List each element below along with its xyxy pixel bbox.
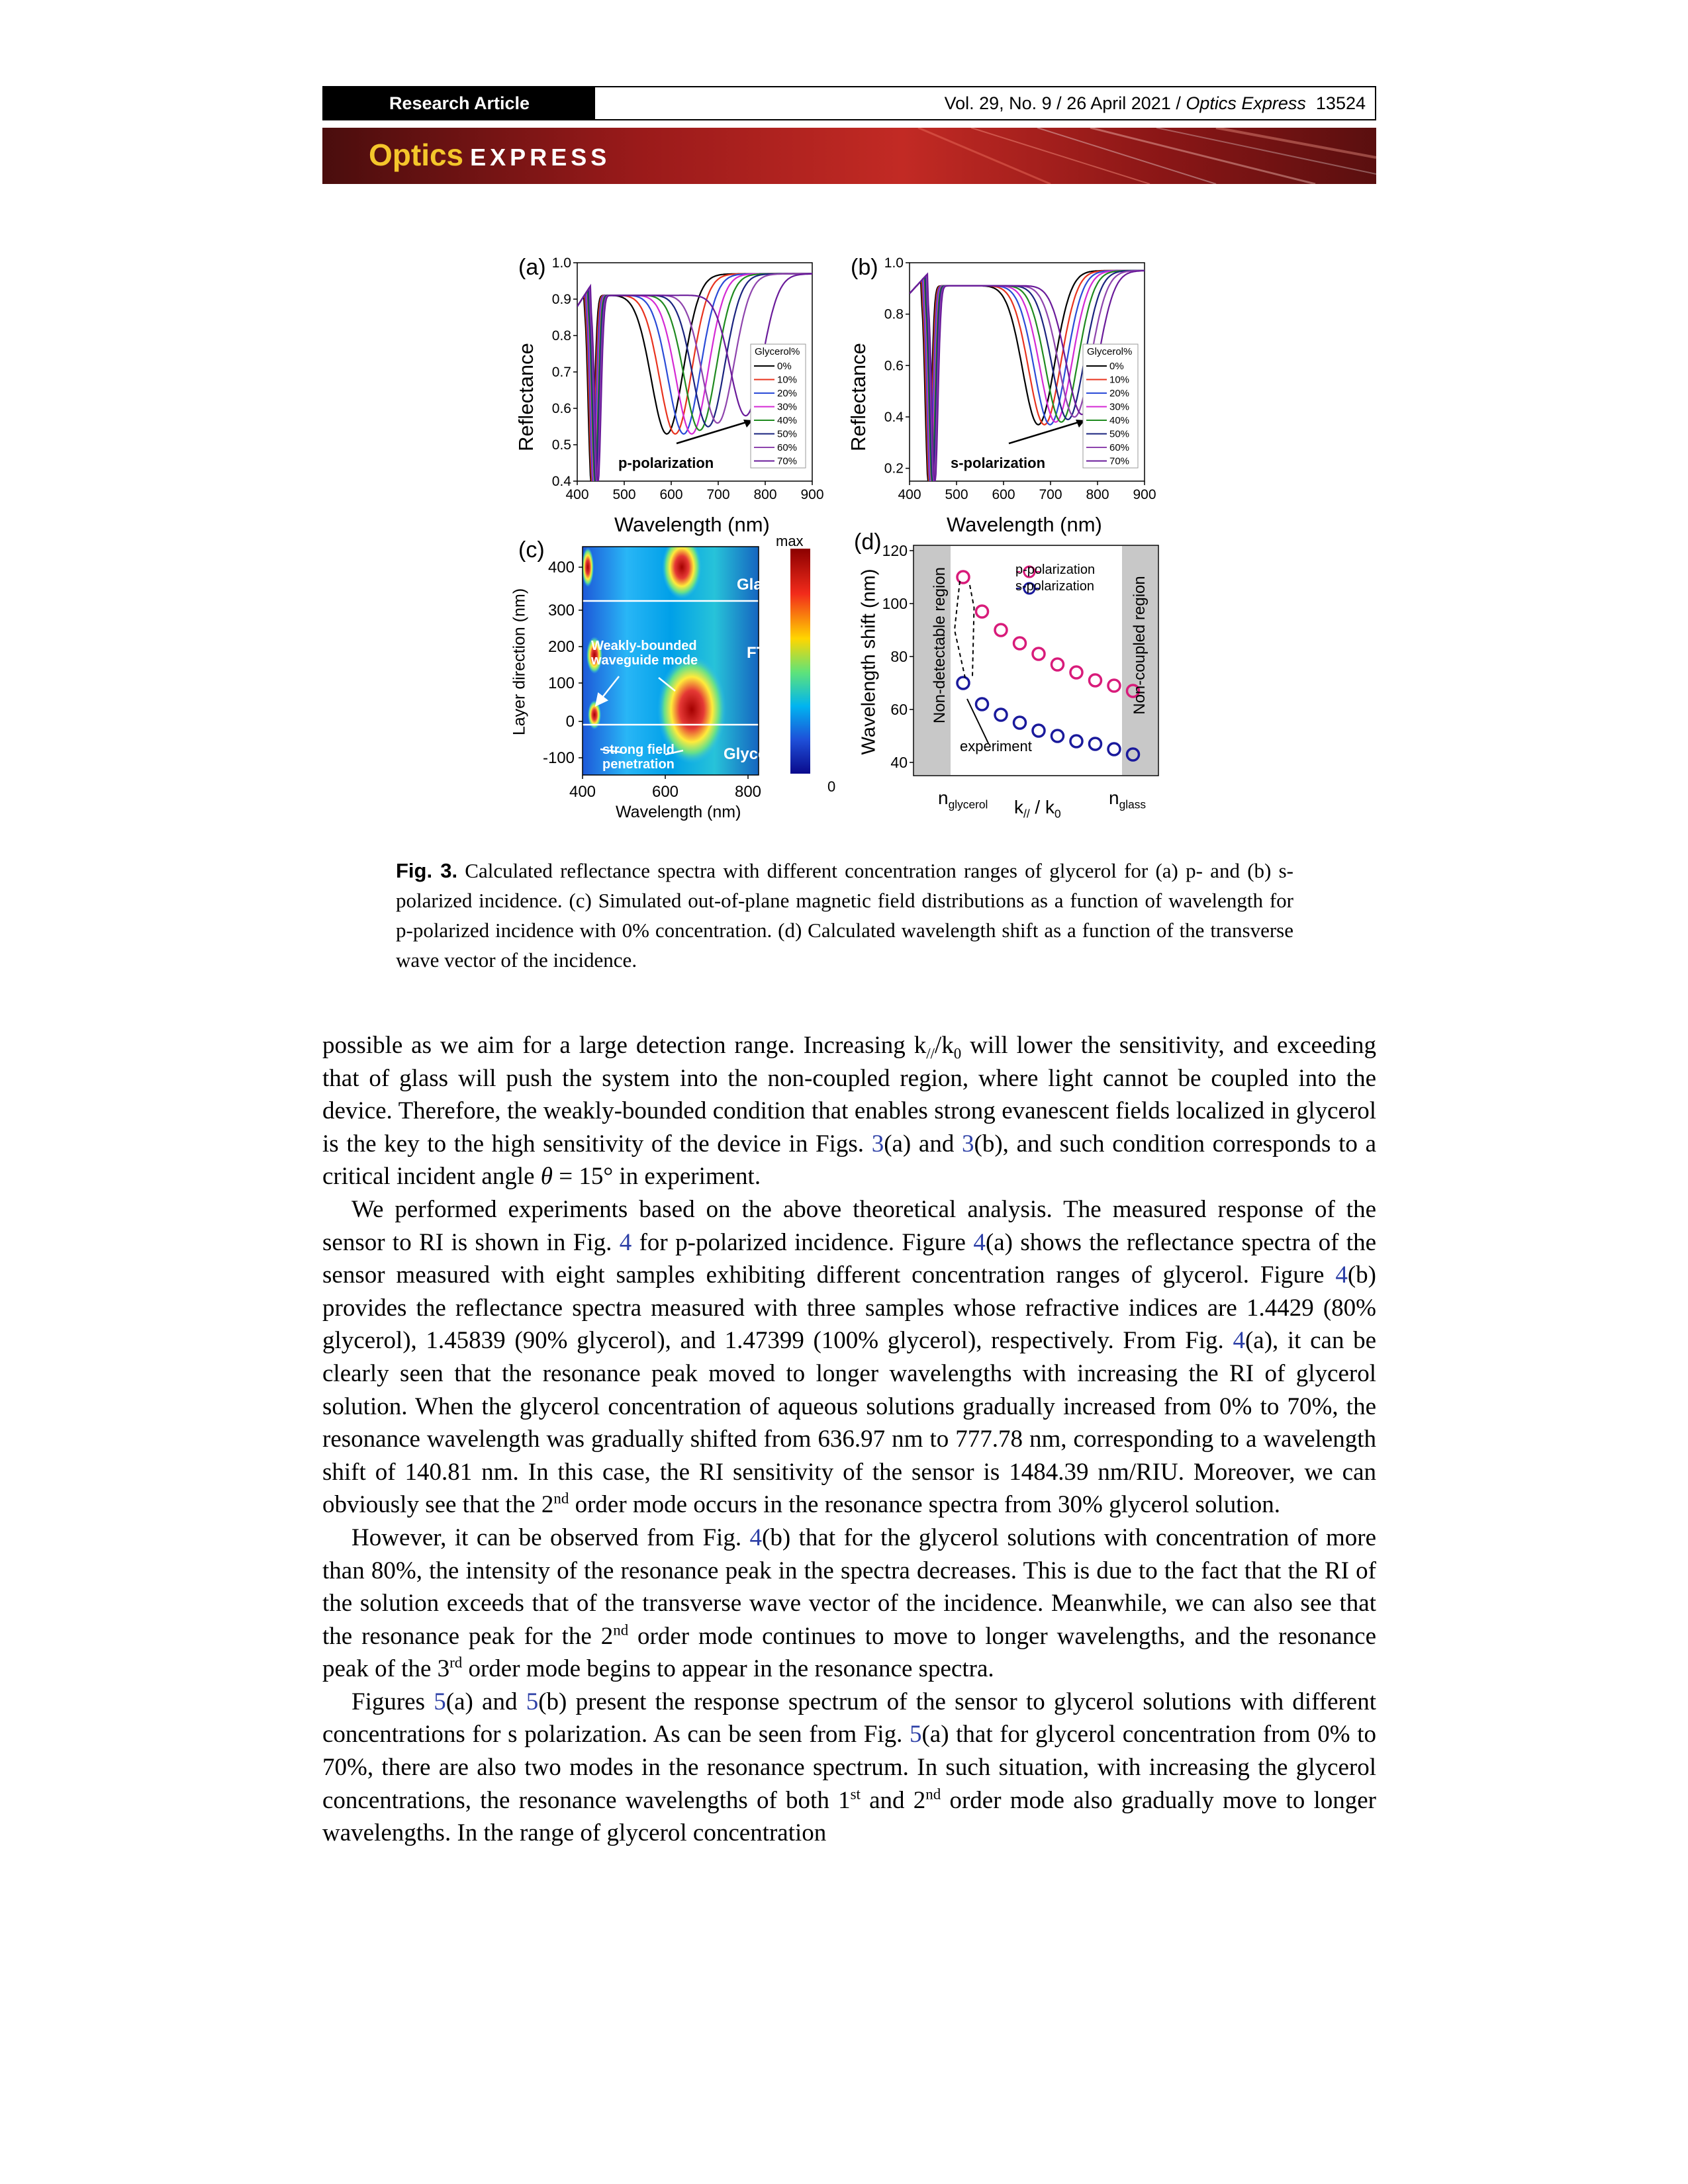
region-glass-label: Glass [737,576,780,594]
panel-d-label: (d) [854,529,882,555]
experiment-label: experiment [960,738,1032,754]
legend-title: Glycerol% [755,346,800,357]
article-type-label: Research Article [324,87,595,119]
x-label-n-glycerol [938,788,988,809]
region-fto-label: FTO [747,644,778,662]
x-tick-label: 500 [945,487,968,502]
x-tick-label: 400 [565,487,589,502]
legend-label: 0% [1109,361,1124,372]
n-glass-sub: glass [1119,797,1147,811]
logo-express: EXPRESS [470,144,611,171]
panel-a-ylabel: Reflectance [514,343,538,451]
y-tick-label: 0.2 [884,461,904,477]
panel-b-chart [849,255,1166,539]
legend-label: 30% [1109,401,1130,413]
y-tick-label: 80 [890,648,908,665]
legend-label: 20% [777,388,798,399]
panel-d-chart [854,537,1172,829]
y-tick-label: 120 [882,542,908,559]
x-tick-label: 400 [569,783,596,801]
region-glycerol-label: Glycerol [724,745,788,763]
x-tick-label: 900 [1133,487,1156,502]
p1-sub-zero: 0 [953,1045,962,1062]
p2-text-d: (b) provides the reflectance spectra measured with three samples whose refractive indices are 1.4429 (80% glycerol), 1.45839 (90% glycerol), and 1.47399 (100% glycerol), respectively. From Fig. [322,1261,1376,1355]
panel-b-xlabel: Wavelength (nm) [947,513,1102,536]
p4-sup-nd: nd [925,1786,941,1803]
paragraph-3 [322,1522,1376,1686]
p1-text-e: (b), and such condition corresponds to a critical incident angle [322,1130,1376,1191]
legend-label: 20% [1109,388,1130,399]
legend-title: Glycerol% [1087,346,1133,357]
legend-label: 40% [1109,415,1130,426]
fig4-link[interactable]: 4 [973,1228,986,1256]
figure-caption [396,856,1293,975]
p4-text-b: (a) and [445,1688,526,1715]
field-annotation-line2: penetration [602,757,675,772]
p1-text-c: will lower the sensitivity, and exceeding that of glass will push the system into the non-coupled region, where light cannot be coupled into the device. Therefore, the weakly-bounded condition that enables strong evanescent fields localized in glycerol is the key to the high sensitivity of the device in Figs. [322,1032,1376,1158]
y-tick-label: 0.8 [551,328,571,343]
colorbar-max: max [776,533,804,549]
paragraph-1 [322,1029,1376,1193]
p1-text-f: = 15° in experiment. [552,1163,761,1191]
panel-b-ylabel: Reflectance [847,343,870,451]
journal-name: Optics Express [1186,93,1306,113]
caption-text: Calculated reflectance spectra with different concentration ranges of glycerol for (a) p- and (b) s-polarized incidence. (c) Simulated out-of-plane magnetic field distributions as a function of wavelength for p-polarized incidence with 0% concentration. (d) Calculated wavelength shift as a function of the transverse wave vector of the incidence. [396,859,1293,972]
journal-logo [369,137,610,173]
fig3-link[interactable]: 3 [962,1130,974,1158]
y-tick-label: 60 [890,701,908,718]
fig4-link[interactable]: 4 [619,1228,632,1256]
panel-b-label: (b) [851,255,878,280]
p1-text-a: possible as we aim for a large detection range. Increasing k [322,1032,927,1059]
panel-c-label: (c) [518,537,545,563]
y-tick-label: 1.0 [884,255,904,271]
paragraph-2 [322,1193,1376,1522]
mode-annotation [591,639,698,668]
paragraph-4 [322,1686,1376,1850]
p2-text-c: (a) shows the reflectance spectra of the sensor measured with eight samples exhibiting different concentration ranges of glycerol. Figure [322,1228,1377,1289]
legend-label: 10% [777,374,798,386]
y-tick-label: 0 [565,713,575,731]
y-tick-label: 0.6 [551,401,571,416]
k-slash: / k [1029,797,1055,817]
logo-optics: Optics [369,138,464,172]
x-tick-label: 600 [992,487,1015,502]
n-glass-main: n [1109,788,1119,808]
panel-c-ylabel: Layer direction (nm) [510,588,529,736]
x-tick-label: 400 [898,487,921,502]
legend-label: 0% [777,361,792,372]
x-label-k-ratio [1014,797,1061,821]
panel-a-label: (a) [518,255,546,280]
fig4-link[interactable]: 4 [1335,1261,1348,1289]
non-detectable-region-label: Non-detectable region [931,567,949,724]
p3-text-c: order mode continues to move to longer wavelengths, and the resonance peak of the 3 [322,1622,1376,1683]
polarization-annotation: s-polarization [951,455,1046,471]
legend-label: 70% [1109,455,1130,467]
legend-label: 40% [777,415,798,426]
colorbar-min: 0 [827,778,836,795]
article-body [322,1029,1376,1850]
panel-a-chart [516,255,834,539]
y-tick-label: 0.4 [884,409,904,425]
x-tick-label: 800 [1086,487,1109,502]
p3-sup-rd: rd [449,1654,463,1671]
legend-label: 30% [777,401,798,413]
legend-label: 60% [777,442,798,453]
legend-label: 50% [1109,428,1130,440]
y-tick-label: 0.7 [551,365,571,380]
p4-text-d: (a) that for glycerol concentration from 0% to 70%, there are also two modes in the resonance spectrum. In such situation, with increasing the glycerol concentrations, the resonance wavelengths of both 1 [322,1721,1376,1814]
fig5-link[interactable]: 5 [434,1688,446,1715]
p1-text-b: /k [934,1032,954,1059]
y-tick-label: 40 [890,754,908,771]
non-coupled-region-label: Non-coupled region [1131,576,1149,715]
x-tick-label: 700 [1039,487,1062,502]
k0-sub: 0 [1055,807,1061,821]
mode-annotation-line1: Weakly-bounded [591,639,697,653]
p2-text-b: for p-polarized incidence. Figure [632,1228,974,1256]
y-tick-label: 100 [547,674,575,692]
panel-c-xlabel: Wavelength (nm) [616,803,741,821]
legend-label: 70% [777,455,798,467]
y-tick-label: 100 [882,595,908,612]
legend-p-label: p-polarization [1015,563,1096,577]
mode-annotation-line2: waveguide mode [591,653,698,668]
citation-line [945,87,1366,119]
y-tick-label: 0.6 [884,358,904,374]
n-glycerol-sub: glycerol [948,797,988,811]
shift-arrow [677,420,753,443]
y-tick-label: 200 [547,638,575,656]
journal-header [322,86,1376,120]
panel-c-field-map [516,537,861,829]
p4-sup-st: st [850,1786,861,1803]
page-number: 13524 [1315,93,1366,113]
p2-text-a: We performed experiments based on the above theoretical analysis. The measured response of the sensor to RI is shown in Fig. [322,1195,1376,1256]
k-main: k [1014,797,1023,817]
colorbar [790,549,810,774]
legend-s-label: s-polarization [1015,579,1094,594]
x-tick-label: 800 [734,783,762,801]
field-annotation-line1: strong field [602,743,675,757]
p4-text-f: order mode also gradually move to longer wavelengths. In the range of glycerol concentration [322,1786,1376,1847]
p4-text-a: Figures [352,1688,434,1715]
p4-text-c: (b) present the response spectrum of the sensor to glycerol solutions with different concentrations for s polarization. As can be seen from Fig. [322,1688,1377,1749]
fig4-link[interactable]: 4 [749,1524,763,1551]
panel-a-xlabel: Wavelength (nm) [614,513,770,536]
y-tick-label: 0.5 [551,437,571,453]
y-tick-label: 0.4 [551,474,571,489]
k-sub: // [1023,807,1030,821]
polarization-annotation: p-polarization [618,455,714,471]
x-tick-label: 800 [753,487,777,502]
x-tick-label: 500 [612,487,636,502]
y-tick-label: 400 [547,559,575,576]
p2-text-f: order mode occurs in the resonance spectra from 30% glycerol solution. [569,1491,1281,1519]
p1-sub-parallel: // [926,1045,935,1062]
p2-sup-nd: nd [553,1490,569,1507]
n-glycerol-main: n [938,788,949,808]
x-tick-label: 600 [651,783,679,801]
legend-label: 60% [1109,442,1130,453]
p3-sup-nd: nd [613,1621,629,1639]
citation-text: Vol. 29, No. 9 / 26 April 2021 / [944,93,1186,113]
fig5-link[interactable]: 5 [526,1688,539,1715]
x-tick-label: 900 [800,487,824,502]
p1-text-d: (a) and [884,1130,962,1158]
caption-label: Fig. 3. [396,859,458,882]
fig5-link[interactable]: 5 [909,1721,922,1749]
y-tick-label: 0.9 [551,292,571,307]
legend-label: 50% [777,428,798,440]
p3-text-a: However, it can be observed from Fig. [352,1524,750,1551]
legend-label: 10% [1109,374,1130,386]
fig3-link[interactable]: 3 [871,1130,884,1158]
y-tick-label: 300 [547,602,575,619]
journal-banner [322,128,1376,184]
panel-d-ylabel: Wavelength shift (nm) [858,569,880,755]
x-tick-label: 700 [706,487,730,502]
p3-text-b: (b) that for the glycerol solutions with concentration of more than 80%, the intensity of the resonance peak in the spectra decreases. This is due to the fact that the RI of the solution exceeds that of the transverse wave vector of the incidence. Meanwhile, we can also see that the resonance peak for the 2 [322,1524,1376,1650]
fig4-link[interactable]: 4 [1233,1327,1245,1355]
y-tick-label: -100 [542,749,575,767]
x-label-n-glass [1109,788,1146,809]
x-tick-label: 600 [659,487,683,502]
y-tick-label: 0.8 [884,306,904,322]
p4-text-e: and 2 [860,1786,926,1814]
y-tick-label: 1.0 [551,255,571,271]
p3-text-d: order mode begins to appear in the resonance spectra. [462,1655,994,1683]
field-annotation [602,743,675,772]
p1-theta: θ [540,1163,553,1191]
p2-text-e: (a), it can be clearly seen that the resonance peak moved to longer wavelengths with increasing the RI of glycerol solution. When the glycerol concentration of aqueous solutions gradually increased from 0% to 70%, the resonance wavelength was gradually shifted from 636.97 nm to 777.78 nm, corresponding to a wavelength shift of 140.81 nm. In this case, the RI sensitivity of the sensor is 1484.39 nm/RIU. Moreover, we can obviously see that the 2 [322,1327,1376,1519]
